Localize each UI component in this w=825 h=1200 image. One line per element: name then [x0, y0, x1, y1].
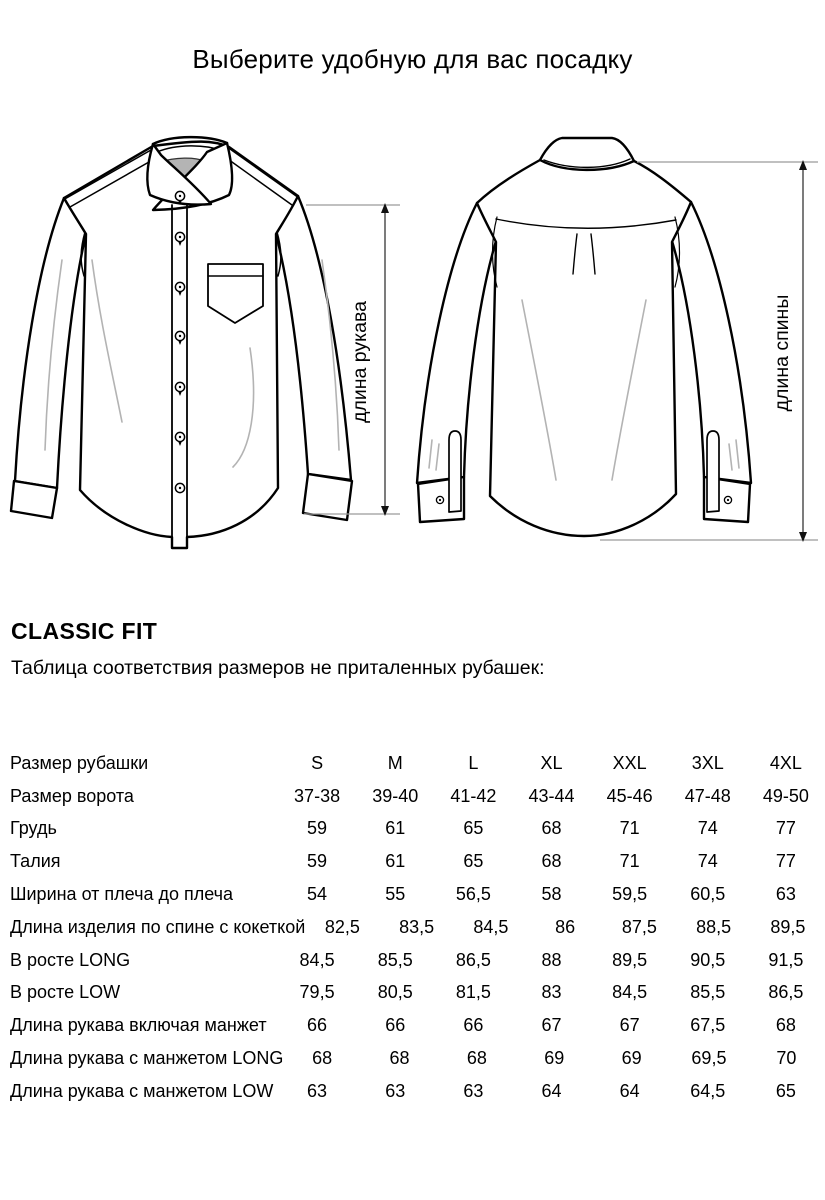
- back-left-sleeve-placket: [449, 431, 461, 512]
- cell-value: 61: [385, 818, 406, 839]
- table-row: [10, 944, 825, 977]
- cell-value: 84,5: [612, 982, 648, 1003]
- size-header-cell: XXL: [612, 752, 647, 773]
- cell-value: 85,5: [377, 949, 413, 970]
- row-label: Длина рукава с манжетом LOW: [10, 1080, 274, 1101]
- cell-value: 69,5: [691, 1048, 727, 1069]
- size-header-cell: S: [311, 752, 324, 773]
- cell-value: 37-38: [294, 785, 341, 806]
- cell-value: 85,5: [690, 982, 726, 1003]
- cell-value: 63: [307, 1080, 328, 1101]
- table-row: [10, 1075, 825, 1108]
- cell-value: 65: [463, 818, 484, 839]
- back-body: [477, 160, 691, 536]
- table-row: [10, 780, 825, 813]
- cell-value: 59: [307, 818, 328, 839]
- cell-value: 80,5: [377, 982, 413, 1003]
- cell-value: 88: [541, 949, 562, 970]
- cell-value: 83,5: [399, 916, 435, 937]
- table-row: [10, 1009, 825, 1042]
- row-label: В росте LONG: [10, 949, 131, 970]
- cell-value: 39-40: [372, 785, 419, 806]
- shirt-diagrams: [0, 110, 825, 600]
- cell-value: 66: [463, 1015, 484, 1036]
- cell-value: 54: [307, 884, 328, 905]
- cell-value: 88,5: [696, 916, 732, 937]
- cell-value: 89,5: [770, 916, 806, 937]
- row-label: Талия: [10, 851, 61, 872]
- cell-value: 68: [541, 818, 562, 839]
- row-label: Длина изделия по спине с кокеткой: [10, 916, 306, 937]
- table-row: [10, 845, 825, 878]
- cell-value: 87,5: [621, 916, 657, 937]
- row-label: В росте LOW: [10, 982, 121, 1003]
- cell-value: 71: [619, 818, 640, 839]
- cell-value: 68: [389, 1048, 410, 1069]
- cell-value: 65: [775, 1080, 796, 1101]
- cell-value: 60,5: [690, 884, 726, 905]
- cell-value: 84,5: [473, 916, 509, 937]
- cell-value: 70: [776, 1048, 797, 1069]
- cell-value: 90,5: [690, 949, 726, 970]
- cell-value: 41-42: [450, 785, 497, 806]
- cell-value: 86: [555, 916, 576, 937]
- front-right-cuff: [303, 474, 352, 520]
- cell-value: 58: [541, 884, 562, 905]
- cell-value: 74: [697, 851, 718, 872]
- cell-value: 63: [775, 884, 796, 905]
- cell-value: 67: [619, 1015, 640, 1036]
- section-subtitle: Таблица соответствия размеров не приталенных рубашек:: [11, 657, 545, 679]
- cell-value: 68: [312, 1048, 333, 1069]
- cell-value: 86,5: [455, 949, 491, 970]
- cell-value: 43-44: [528, 785, 575, 806]
- cell-value: 89,5: [612, 949, 648, 970]
- cell-value: 47-48: [684, 785, 731, 806]
- cell-value: 64,5: [690, 1080, 726, 1101]
- cell-value: 79,5: [299, 982, 335, 1003]
- cell-value: 59,5: [612, 884, 648, 905]
- size-header-cell: L: [468, 752, 479, 773]
- row-label: Размер ворота: [10, 785, 134, 806]
- table-row: [10, 1042, 825, 1075]
- cell-value: 77: [775, 851, 796, 872]
- cell-value: 65: [463, 851, 484, 872]
- row-label: Грудь: [10, 818, 57, 839]
- front-left-sleeve: [15, 198, 86, 488]
- cell-value: 68: [466, 1048, 487, 1069]
- cell-value: 82,5: [324, 916, 360, 937]
- cell-value: 56,5: [455, 884, 491, 905]
- back-length-label: длина спины: [771, 294, 793, 412]
- size-header-cell: XL: [540, 752, 563, 773]
- cell-value: 64: [541, 1080, 562, 1101]
- front-right-sleeve: [276, 196, 351, 480]
- cell-value: 55: [385, 884, 406, 905]
- cell-value: 49-50: [762, 785, 809, 806]
- cell-value: 64: [619, 1080, 640, 1101]
- cell-value: 63: [463, 1080, 484, 1101]
- cell-value: 63: [385, 1080, 406, 1101]
- cell-value: 86,5: [768, 982, 804, 1003]
- size-table: [10, 747, 825, 1108]
- cell-value: 68: [775, 1015, 796, 1036]
- size-header-cell: 4XL: [769, 752, 802, 773]
- cell-value: 61: [385, 851, 406, 872]
- size-header-cell: M: [387, 752, 403, 773]
- cell-value: 74: [697, 818, 718, 839]
- cell-value: 69: [544, 1048, 565, 1069]
- table-row: [10, 878, 825, 911]
- table-row: [10, 911, 825, 944]
- cell-value: 67: [541, 1015, 562, 1036]
- cell-value: 66: [385, 1015, 406, 1036]
- size-header-cell: 3XL: [691, 752, 724, 773]
- cell-value: 59: [307, 851, 328, 872]
- front-shirt-drawing: [11, 137, 352, 548]
- row-label: Длина рукава с манжетом LONG: [10, 1048, 284, 1069]
- cell-value: 71: [619, 851, 640, 872]
- row-label: Ширина от плеча до плеча: [10, 884, 234, 905]
- back-shirt-drawing: [417, 138, 751, 536]
- cell-value: 67,5: [690, 1015, 726, 1036]
- back-right-sleeve-placket: [707, 431, 719, 512]
- sleeve-length-label: длина рукава: [349, 301, 371, 423]
- table-header-row: [10, 747, 825, 780]
- table-row: [10, 977, 825, 1010]
- page-title: Выберите удобную для вас посадку: [192, 44, 633, 74]
- front-left-cuff: [11, 481, 57, 518]
- cell-value: 45-46: [606, 785, 653, 806]
- back-collar: [540, 138, 634, 170]
- cell-value: 81,5: [455, 982, 491, 1003]
- cell-value: 77: [775, 818, 796, 839]
- table-row: [10, 813, 825, 846]
- cell-value: 69: [621, 1048, 642, 1069]
- cell-value: 66: [307, 1015, 328, 1036]
- section-heading: CLASSIC FIT: [11, 618, 158, 644]
- row-label: Длина рукава включая манжет: [10, 1015, 267, 1036]
- cell-value: 91,5: [768, 949, 804, 970]
- cell-value: 84,5: [299, 949, 335, 970]
- cell-value: 68: [541, 851, 562, 872]
- cell-value: 83: [541, 982, 562, 1003]
- row-label: Размер рубашки: [10, 752, 149, 773]
